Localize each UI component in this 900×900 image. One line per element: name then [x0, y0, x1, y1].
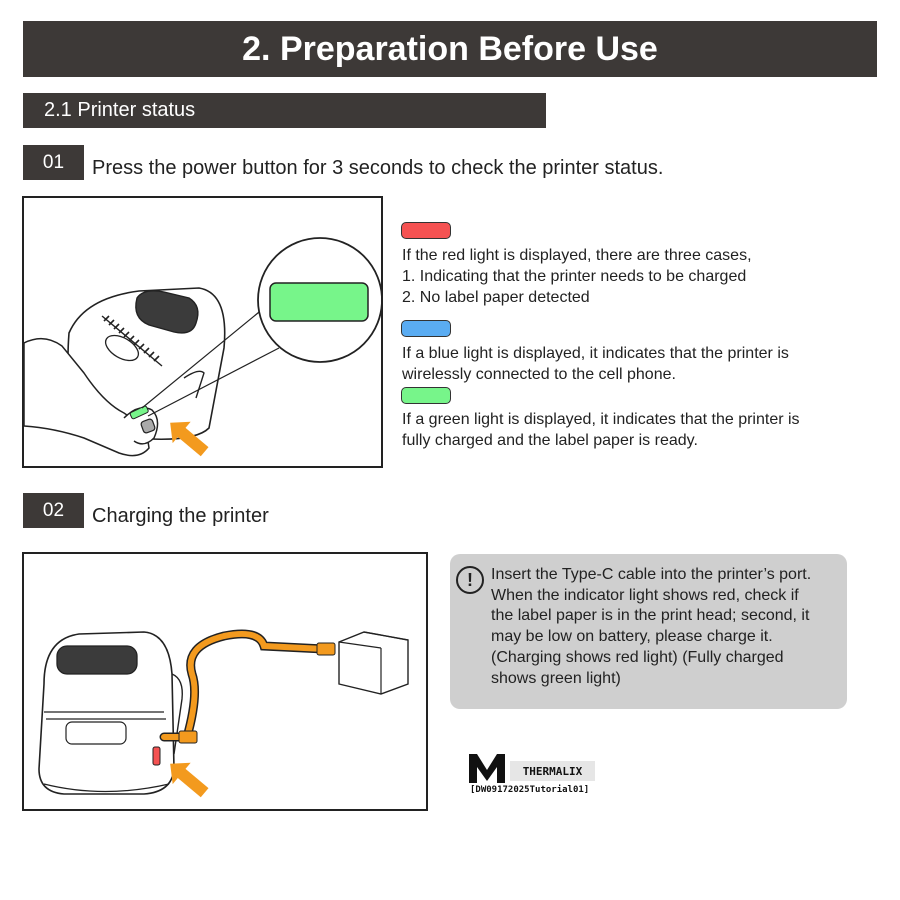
section-heading: 2.1 Printer status — [23, 93, 546, 128]
step-text-02: Charging the printer — [92, 505, 269, 527]
note-line: Insert the Type-C cable into the printer’s port. — [491, 566, 812, 583]
blue-light-line: If a blue light is displayed, it indicates that the printer is — [402, 345, 789, 362]
red-light-description — [402, 245, 752, 308]
note-line: shows green light) — [491, 669, 621, 687]
green-light-line: If a green light is displayed, it indicates that the printer is — [402, 411, 800, 428]
green-light-line: fully charged and the label paper is ready. — [402, 432, 698, 449]
step-number-02: 02 — [23, 493, 84, 528]
note-line: (Charging shows red light) (Fully charged — [491, 648, 784, 666]
exclamation-circle-icon: ! — [456, 566, 484, 594]
brand-name: THERMALIX — [510, 761, 595, 781]
green-light-indicator — [401, 387, 451, 404]
step-number-01: 01 — [23, 145, 84, 180]
charging-note-text — [491, 565, 841, 689]
note-line: may be low on battery, please charge it. — [491, 628, 773, 646]
printer-status-illustration — [22, 196, 383, 468]
blue-light-line: wirelessly connected to the cell phone. — [402, 366, 676, 383]
document-code: [DW09172025Tutorial01] — [470, 785, 590, 795]
printer-charging-drawing — [24, 554, 428, 811]
red-light-line: 1. Indicating that the printer needs to be charged — [402, 268, 747, 285]
note-line: the label paper is in the print head; second, it — [491, 607, 810, 625]
brand-logo-icon — [468, 752, 506, 784]
step-text-01: Press the power button for 3 seconds to check the printer status. — [92, 157, 664, 179]
green-light-description — [402, 409, 800, 451]
blue-light-description — [402, 343, 789, 385]
blue-light-indicator — [401, 320, 451, 337]
page-title: 2. Preparation Before Use — [23, 21, 877, 77]
note-line: When the indicator light shows red, check if — [491, 586, 799, 604]
red-light-indicator — [401, 222, 451, 239]
red-light-line: 2. No label paper detected — [402, 289, 590, 306]
charging-illustration — [22, 552, 428, 811]
red-light-line: If the red light is displayed, there are three cases, — [402, 247, 752, 264]
printer-hand-drawing — [24, 198, 383, 468]
